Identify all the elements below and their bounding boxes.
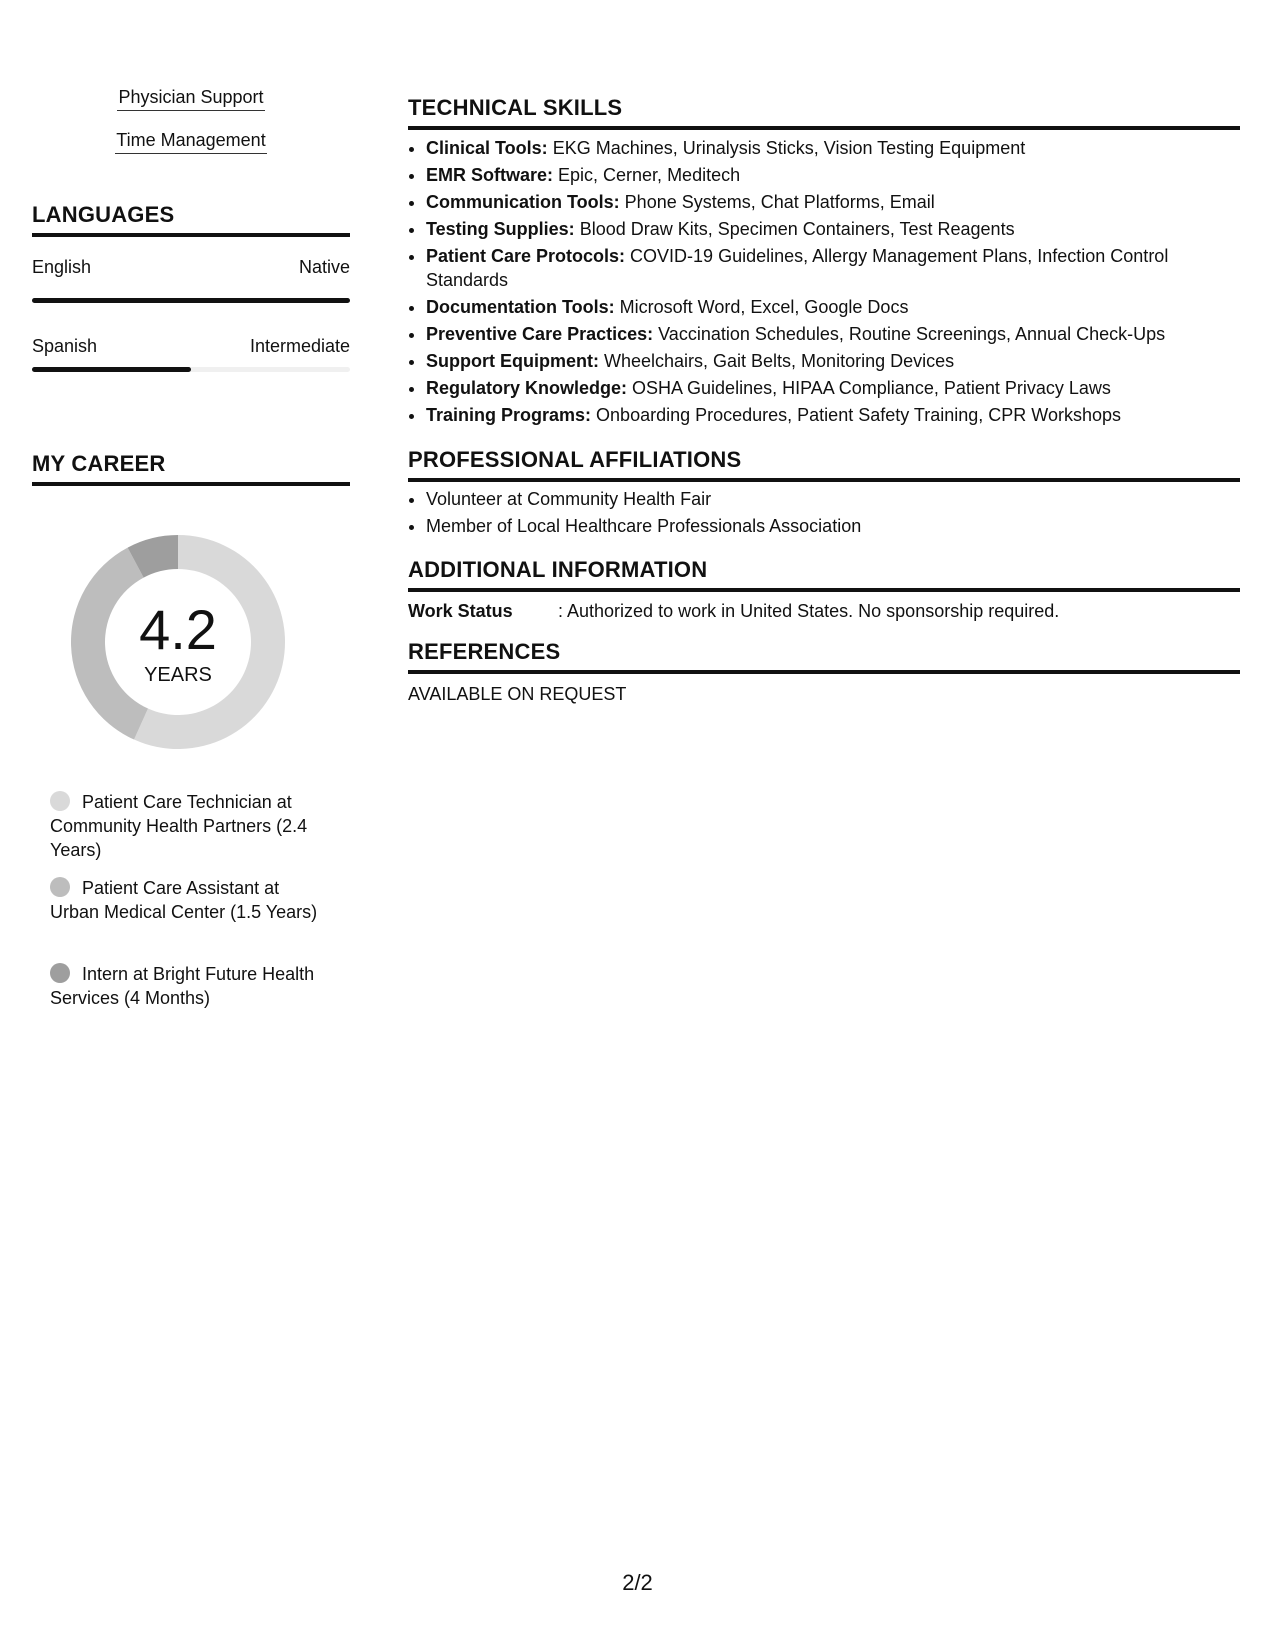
career-total-years: 4.2 [139, 598, 217, 661]
references-heading: REFERENCES [408, 638, 1240, 674]
work-status-value: : Authorized to work in United States. No sponsorship required. [558, 601, 1060, 621]
legend-dot [50, 877, 70, 897]
list-item: • Member of Local Healthcare Professionals Association [426, 514, 1240, 538]
skill-category-label: Preventive Care Practices: [426, 324, 654, 344]
skill-list-item [426, 190, 1240, 214]
skill-category-values: OSHA Guidelines, HIPAA Compliance, Patient Privacy Laws [627, 378, 1111, 398]
skill-tag: Time Management [32, 129, 350, 151]
list-item: • Volunteer at Community Health Fair [426, 487, 1240, 511]
language-level: Native [298, 257, 350, 277]
additional-info-heading: ADDITIONAL INFORMATION [408, 556, 1240, 592]
work-status-row [408, 600, 1240, 622]
references-text: AVAILABLE ON REQUEST [408, 684, 627, 704]
skill-category-values: Vaccination Schedules, Routine Screenings, Annual Check-Ups [653, 324, 1166, 344]
skill-category-values: Wheelchairs, Gait Belts, Monitoring Devices [598, 351, 955, 371]
skill-category-label: Training Programs: [426, 405, 592, 425]
career-legend-item: Patient Care Technician at Community Health Partners (2.4 Years) [50, 792, 308, 860]
skill-category-values: Onboarding Procedures, Patient Safety Training, CPR Workshops [591, 405, 1121, 425]
work-status-label: Work Status [408, 601, 513, 621]
skill-category-label: Documentation Tools: [426, 297, 615, 317]
technical-skills-list [408, 136, 1240, 430]
technical-skills-heading: TECHNICAL SKILLS [408, 94, 1240, 130]
career-total-unit: YEARS [144, 664, 212, 686]
language-bar-english [32, 298, 350, 303]
skill-list-item [426, 376, 1240, 400]
skill-list-item [426, 295, 1240, 319]
language-name: English [32, 257, 92, 277]
skill-category-label: Patient Care Protocols: [426, 246, 626, 266]
languages-heading: LANGUAGES [32, 201, 350, 237]
legend-dot [50, 791, 70, 811]
skill-category-values: Epic, Cerner, Meditech [553, 165, 741, 185]
affiliations-heading: PROFESSIONAL AFFILIATIONS [408, 446, 1240, 482]
language-level: Intermediate [249, 336, 350, 356]
skill-list-item [426, 244, 1240, 292]
skill-category-label: EMR Software: [426, 165, 554, 185]
skill-category-label: Regulatory Knowledge: [426, 378, 628, 398]
language-bar-spanish [32, 367, 350, 372]
language-row-spanish [32, 335, 350, 357]
skill-list-item [426, 403, 1240, 427]
skill-category-values: Microsoft Word, Excel, Google Docs [614, 297, 909, 317]
affiliations-list [408, 487, 1240, 541]
skill-category-label: Communication Tools: [426, 192, 620, 212]
skill-category-label: Clinical Tools: [426, 138, 548, 158]
career-heading: MY CAREER [32, 450, 350, 486]
skill-list-item [426, 136, 1240, 160]
skill-category-values: COVID-19 Guidelines, Allergy Management Plans, Infection Control Standards [426, 246, 1169, 290]
skill-category-values: EKG Machines, Urinalysis Sticks, Vision Testing Equipment [547, 138, 1026, 158]
language-bar-fill [32, 367, 191, 372]
legend-dot [50, 963, 70, 983]
skill-list-item [426, 163, 1240, 187]
skill-list-item [426, 217, 1240, 241]
skill-category-label: Support Equipment: [426, 351, 599, 371]
skill-tag: Physician Support [32, 86, 350, 108]
language-row-english [32, 256, 350, 278]
career-legend-item: Patient Care Assistant at Urban Medical Center (1.5 Years) [50, 878, 318, 922]
skill-list-item [426, 349, 1240, 373]
career-legend-item: Intern at Bright Future Health Services (4 Months) [50, 964, 315, 1008]
page-number: 2/2 [622, 1570, 653, 1595]
skill-category-values: Phone Systems, Chat Platforms, Email [619, 192, 935, 212]
language-name: Spanish [32, 336, 98, 356]
language-bar-fill [32, 298, 350, 303]
skill-category-values: Blood Draw Kits, Specimen Containers, Test Reagents [574, 219, 1015, 239]
skill-list-item [426, 322, 1240, 346]
skill-category-label: Testing Supplies: [426, 219, 575, 239]
